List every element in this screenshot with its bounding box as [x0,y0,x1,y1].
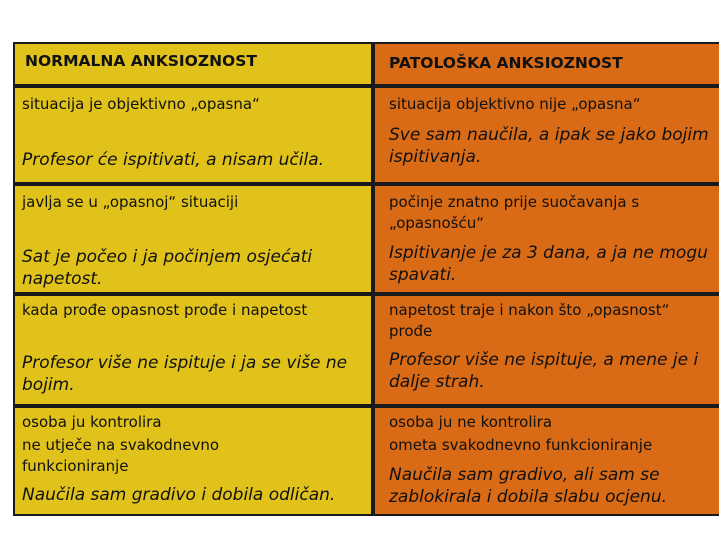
row-1-normal [15,88,371,182]
row-4-normal-line-2: ne utječe na svakodnevno funkcioniranje [22,436,220,475]
row-4-pathological-line-2: ometa svakodnevno funkcioniranje [389,436,653,454]
row-1-pathological-description: situacija objektivno nije „opasna“ [389,95,641,113]
header-normal: NORMALNA ANKSIOZNOST [15,44,371,84]
row-4-pathological-line-1: osoba ju ne kontrolira [389,413,553,431]
row-1-normal-description: situacija je objektivno „opasna“ [22,95,260,113]
row-2-pathological-example: Ispitivanje je za 3 dana, a ja ne mogu spavati. [389,243,708,285]
row-3-pathological-description: napetost traje i nakon što „opasnost“ prođe [389,301,670,340]
header-pathological: PATOLOŠKA ANKSIOZNOST [375,44,719,84]
row-1-pathological-example: Sve sam naučila, a ipak se jako bojim ispitivanja. [389,125,709,167]
row-4-normal [15,408,371,514]
row-3-normal-example: Profesor više ne ispituje i ja se više ne bojim. [22,353,348,395]
row-1-pathological [375,88,719,182]
row-4-normal-example: Naučila sam gradivo i dobila odličan. [22,485,336,505]
row-3-pathological [375,296,719,404]
row-1-normal-example: Profesor će ispitivati, a nisam učila. [22,150,325,170]
row-3-pathological-example: Profesor više ne ispituje, a mene je i dalje strah. [389,350,699,392]
row-3-normal [15,296,371,404]
row-3-normal-description: kada prođe opasnost prođe i napetost [22,301,308,319]
row-2-pathological-description: počinje znatno prije suočavanja s „opasnošću“ [389,193,640,232]
row-4-pathological [375,408,719,514]
row-2-normal [15,186,371,292]
comparison-table [13,42,719,516]
row-2-normal-example: Sat je počeo i ja počinjem osjećati napetost. [22,247,313,289]
row-4-normal-line-1: osoba ju kontrolira [22,413,162,431]
row-4-pathological-example: Naučila sam gradivo, ali sam se zablokirala i dobila slabu ocjenu. [389,465,668,507]
row-2-pathological [375,186,719,292]
row-2-normal-description: javlja se u „opasnoj“ situaciji [22,193,239,211]
